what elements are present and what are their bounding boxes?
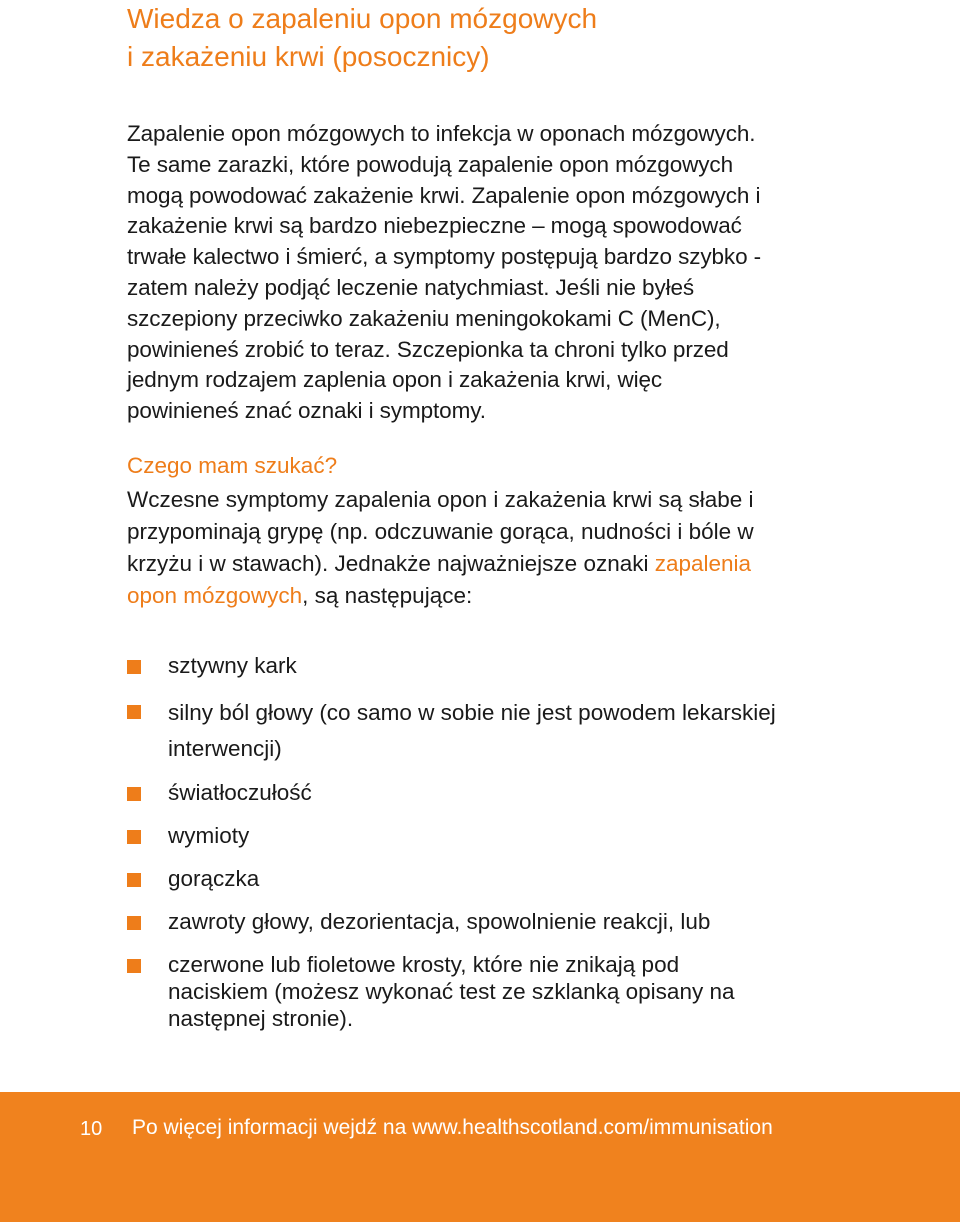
- square-bullet-icon: [127, 830, 141, 844]
- intro-line: szczepiony przeciwko zakażeniu meningokokami C (MenC),: [127, 305, 721, 331]
- list-item: [127, 695, 947, 767]
- title-line-1: Wiedza o zapaleniu opon mózgowych: [127, 3, 598, 34]
- list-item-text: światłoczułość: [168, 779, 312, 805]
- highlight-text: zapalenia: [654, 550, 752, 576]
- intro-line: mogą powodować zakażenie krwi. Zapalenie opon mózgowych i: [127, 182, 761, 208]
- intro-line: zatem należy podjąć leczenie natychmiast. Jeśli nie byłeś: [127, 274, 695, 300]
- symptoms-line: przypominają grypę (np. odczuwanie gorąca, nudności i bóle w: [127, 518, 754, 544]
- square-bullet-icon: [127, 959, 141, 973]
- footer-text: Po więcej informacji wejdź na www.healthscotland.com/immunisation: [132, 1116, 773, 1139]
- intro-line: jednym rodzajem zaplenia opon i zakażenia krwi, więc: [127, 367, 663, 393]
- list-item: [127, 865, 947, 892]
- highlight-text: opon mózgowych: [127, 582, 303, 608]
- section-heading: Czego mam szukać?: [127, 452, 338, 478]
- list-item: [127, 779, 947, 806]
- list-item: [127, 822, 947, 849]
- list-item-text: gorączka: [168, 865, 260, 891]
- intro-line: Te same zarazki, które powodują zapalenie opon mózgowych: [127, 151, 733, 177]
- symptom-list: [127, 652, 947, 1032]
- square-bullet-icon: [127, 916, 141, 930]
- list-item: [127, 951, 947, 1032]
- title-line-2: i zakażeniu krwi (posocznicy): [127, 41, 490, 72]
- square-bullet-icon: [127, 787, 141, 801]
- page-content: [127, 0, 947, 1048]
- symptoms-line: Wczesne symptomy zapalenia opon i zakażenia krwi są słabe i: [127, 486, 754, 512]
- symptoms-paragraph: [127, 484, 947, 612]
- list-item-text: interwencji): [168, 735, 282, 761]
- list-item: [127, 652, 947, 679]
- symptoms-line: krzyżu i w stawach). Jednakże najważniejsze oznaki: [127, 550, 655, 576]
- list-item-text: naciskiem (możesz wykonać test ze szklanką opisany na: [168, 978, 735, 1004]
- list-item-text: następnej stronie).: [168, 1005, 354, 1031]
- square-bullet-icon: [127, 873, 141, 887]
- intro-line: powinieneś znać oznaki i symptomy.: [127, 398, 486, 424]
- intro-line: zakażenie krwi są bardzo niebezpieczne – mogą spowodować: [127, 213, 742, 239]
- intro-paragraph: [127, 119, 947, 427]
- page-title: [127, 0, 947, 76]
- symptoms-line: , są następujące:: [302, 582, 473, 608]
- intro-line: powinieneś zrobić to teraz. Szczepionka ta chroni tylko przed: [127, 336, 729, 362]
- list-item-text: wymioty: [168, 822, 250, 848]
- intro-line: trwałe kalectwo i śmierć, a symptomy postępują bardzo szybko -: [127, 244, 762, 270]
- square-bullet-icon: [127, 705, 141, 719]
- list-item: [127, 908, 947, 935]
- list-item-text: zawroty głowy, dezorientacja, spowolnienie reakcji, lub: [168, 908, 711, 934]
- intro-line: Zapalenie opon mózgowych to infekcja w oponach mózgowych.: [127, 121, 756, 146]
- page-number: 10: [80, 1118, 103, 1140]
- list-item-text: sztywny kark: [168, 652, 297, 678]
- square-bullet-icon: [127, 660, 141, 674]
- list-item-text: czerwone lub fioletowe krosty, które nie znikają pod: [168, 951, 680, 977]
- list-item-text: silny ból głowy (co samo w sobie nie jest powodem lekarskiej: [168, 699, 776, 725]
- page-footer: [0, 1092, 960, 1222]
